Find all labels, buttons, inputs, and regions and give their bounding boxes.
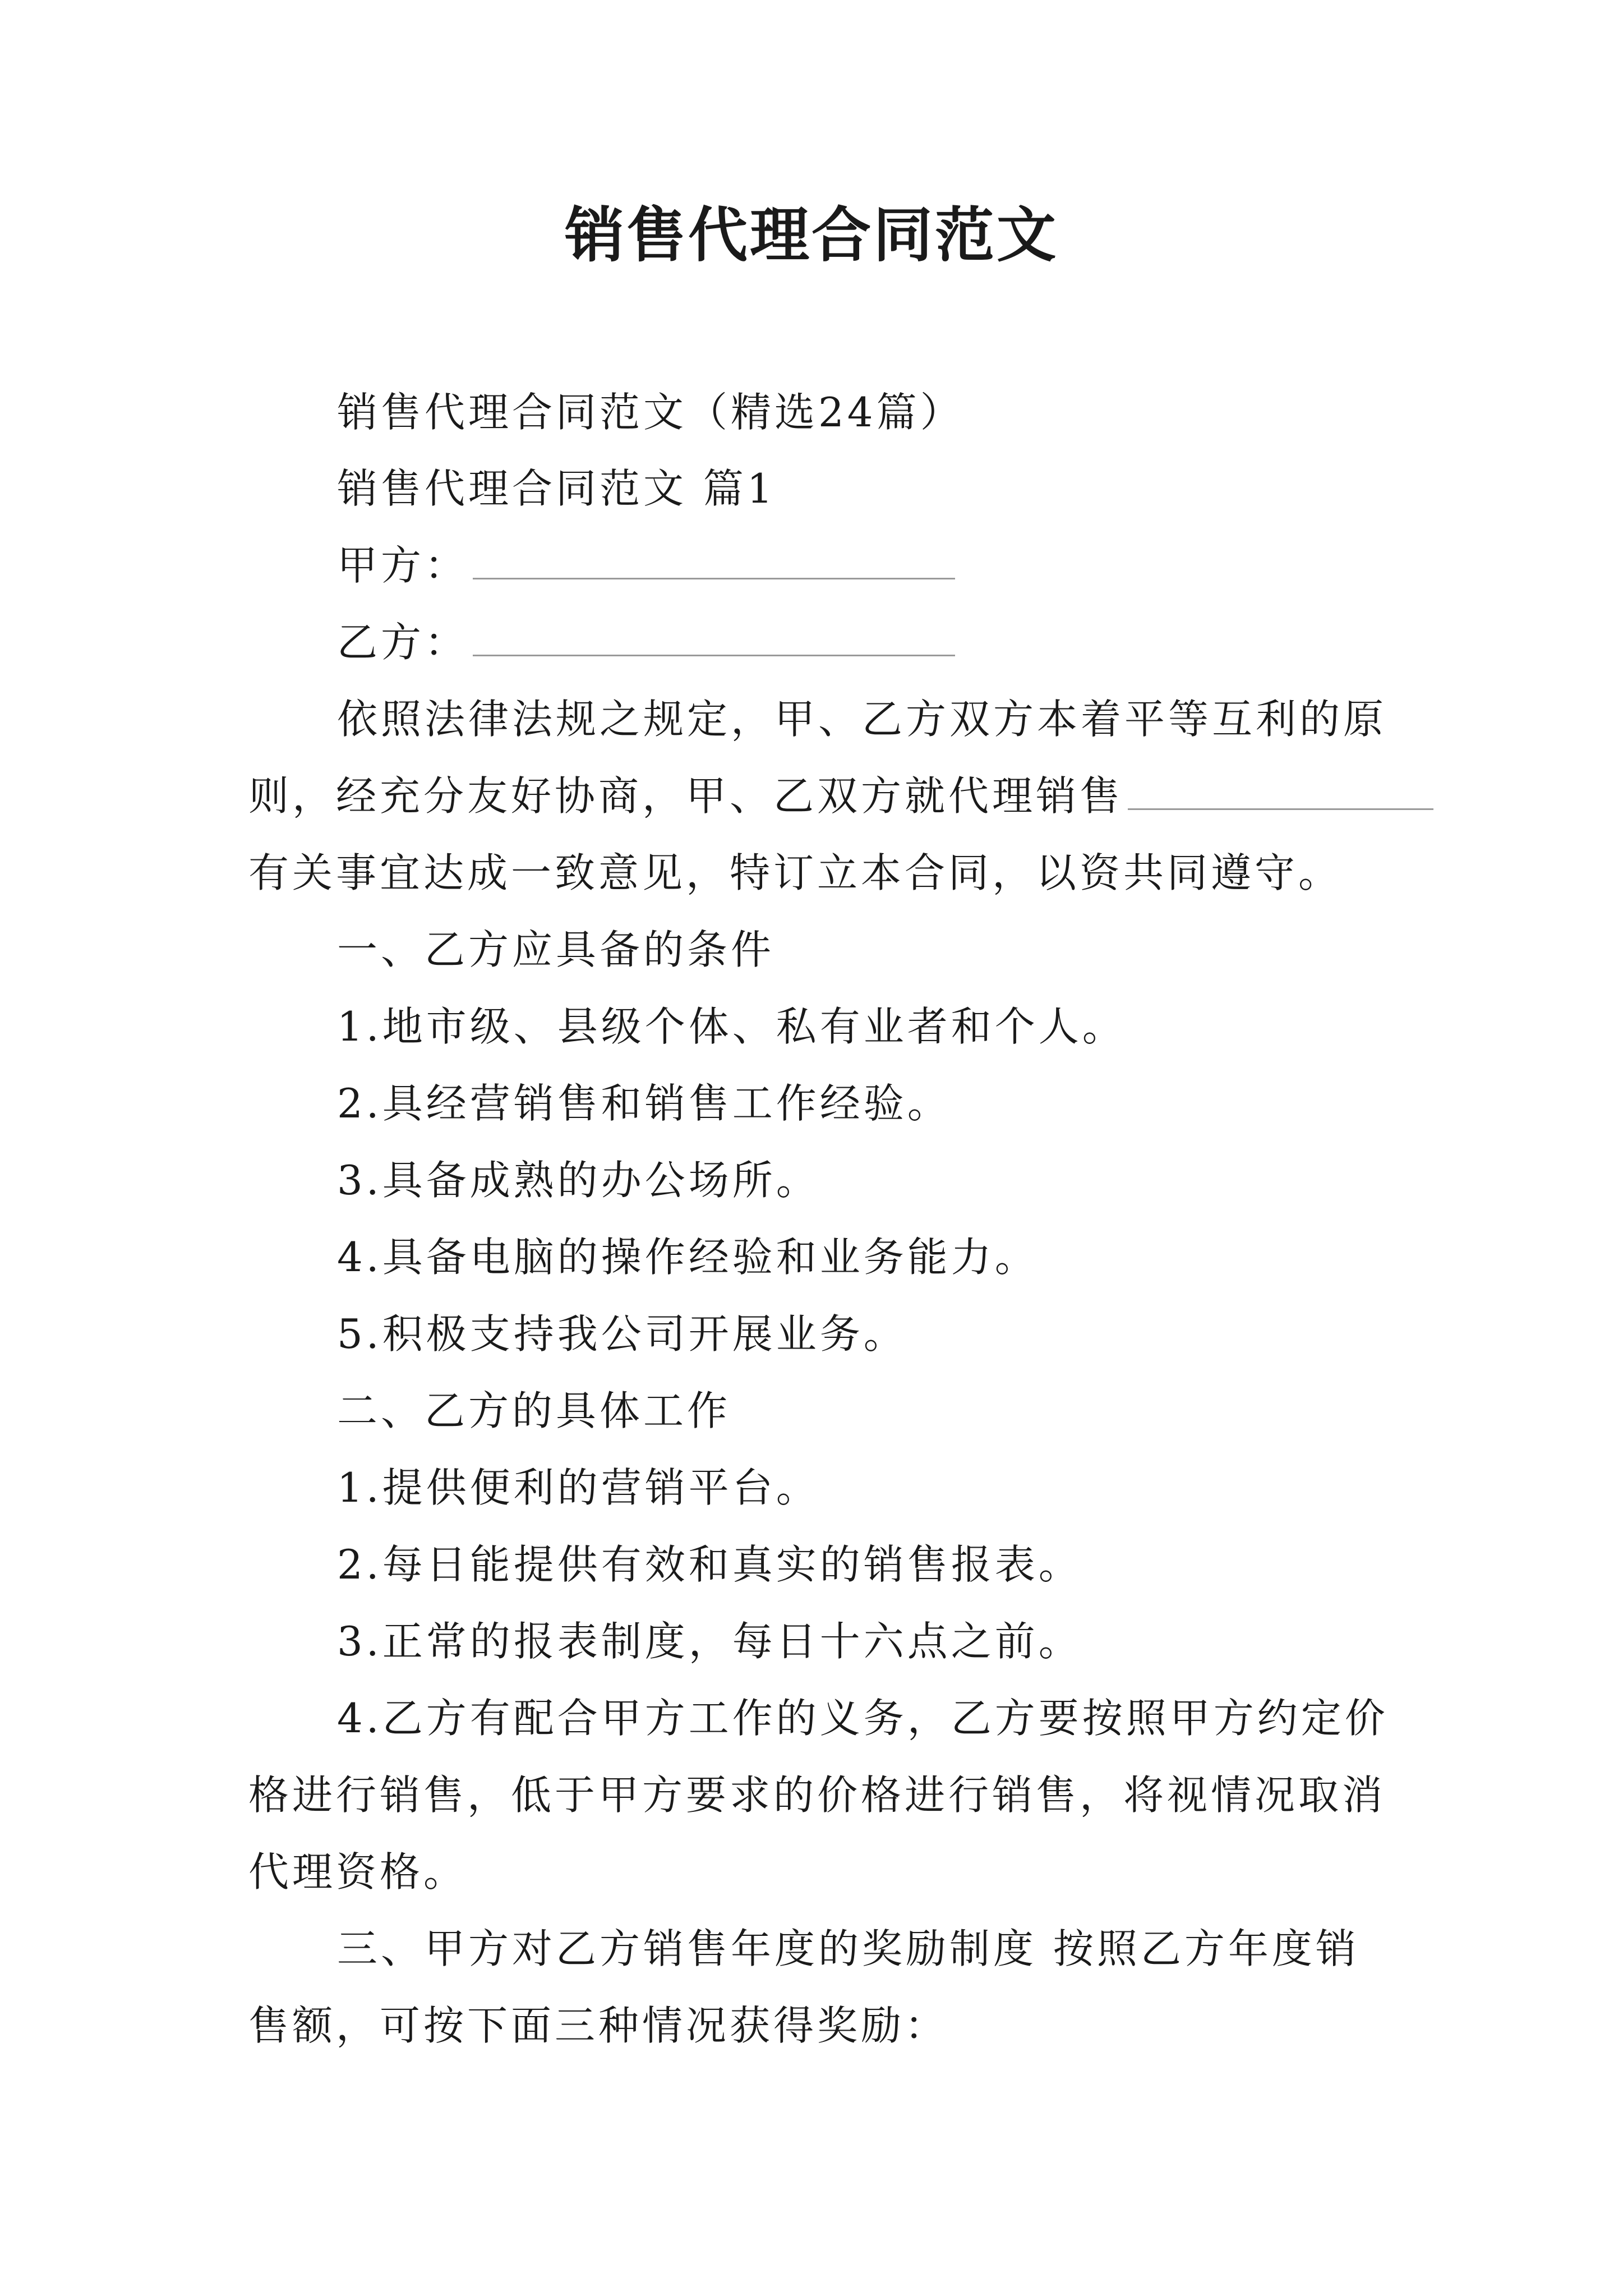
section3-line-1: 三、甲方对乙方销售年度的奖励制度 按照乙方年度销 — [337, 1925, 1359, 1972]
party-b-line — [337, 617, 1387, 668]
section1-item-4: 4.具备电脑的操作经验和业务能力。 — [337, 1234, 1039, 1281]
section2-item-2: 2.每日能提供有效和真实的销售报表。 — [337, 1541, 1082, 1588]
section2-heading: 二、乙方的具体工作 — [337, 1387, 731, 1434]
section2-item-3: 3.正常的报表制度，每日十六点之前。 — [337, 1618, 1082, 1665]
section2-item-4-line-2: 格进行销售，低于甲方要求的价格进行销售，将视情况取消 — [248, 1772, 1386, 1819]
section1-heading: 一、乙方应具备的条件 — [337, 926, 775, 973]
section3-line-2: 售额，可按下面三种情况获得奖励： — [248, 2002, 949, 2049]
section1-item-3: 3.具备成熟的办公场所。 — [337, 1157, 820, 1204]
section2-item-4-line-3: 代理资格。 — [248, 1848, 468, 1895]
section1-item-5: 5.积极支持我公司开展业务。 — [337, 1310, 907, 1358]
party-b-label: 乙方： — [337, 619, 469, 666]
party-a-line — [337, 540, 1387, 591]
intro-line-3: 有关事宜达成一致意见，特订立本合同，以资共同遵守。 — [248, 849, 1343, 896]
party-a-label: 甲方： — [337, 542, 469, 589]
intro-line-2 — [248, 771, 1387, 821]
section1-item-2: 2.具经营销售和销售工作经验。 — [337, 1080, 951, 1127]
intro-line-1: 依照法律法规之规定，甲、乙方双方本着平等互利的原 — [337, 696, 1387, 743]
section2-item-1: 1.提供便利的营销平台。 — [337, 1464, 820, 1511]
product-blank — [1128, 777, 1433, 810]
section2-item-4-line-1: 4.乙方有配合甲方工作的义务，乙方要按照甲方约定价 — [337, 1695, 1389, 1742]
section1-item-1: 1.地市级、县级个体、私有业者和个人。 — [337, 1003, 1126, 1050]
document-subtitle: 销售代理合同范文（精选24篇） — [337, 389, 964, 436]
party-b-blank — [473, 623, 955, 656]
section-heading: 销售代理合同范文 篇1 — [337, 465, 776, 512]
document-title: 销售代理合同范文 — [565, 201, 1058, 270]
intro-line-2-text: 则，经充分友好协商，甲、乙双方就代理销售 — [248, 772, 1124, 820]
party-a-blank — [473, 546, 955, 579]
